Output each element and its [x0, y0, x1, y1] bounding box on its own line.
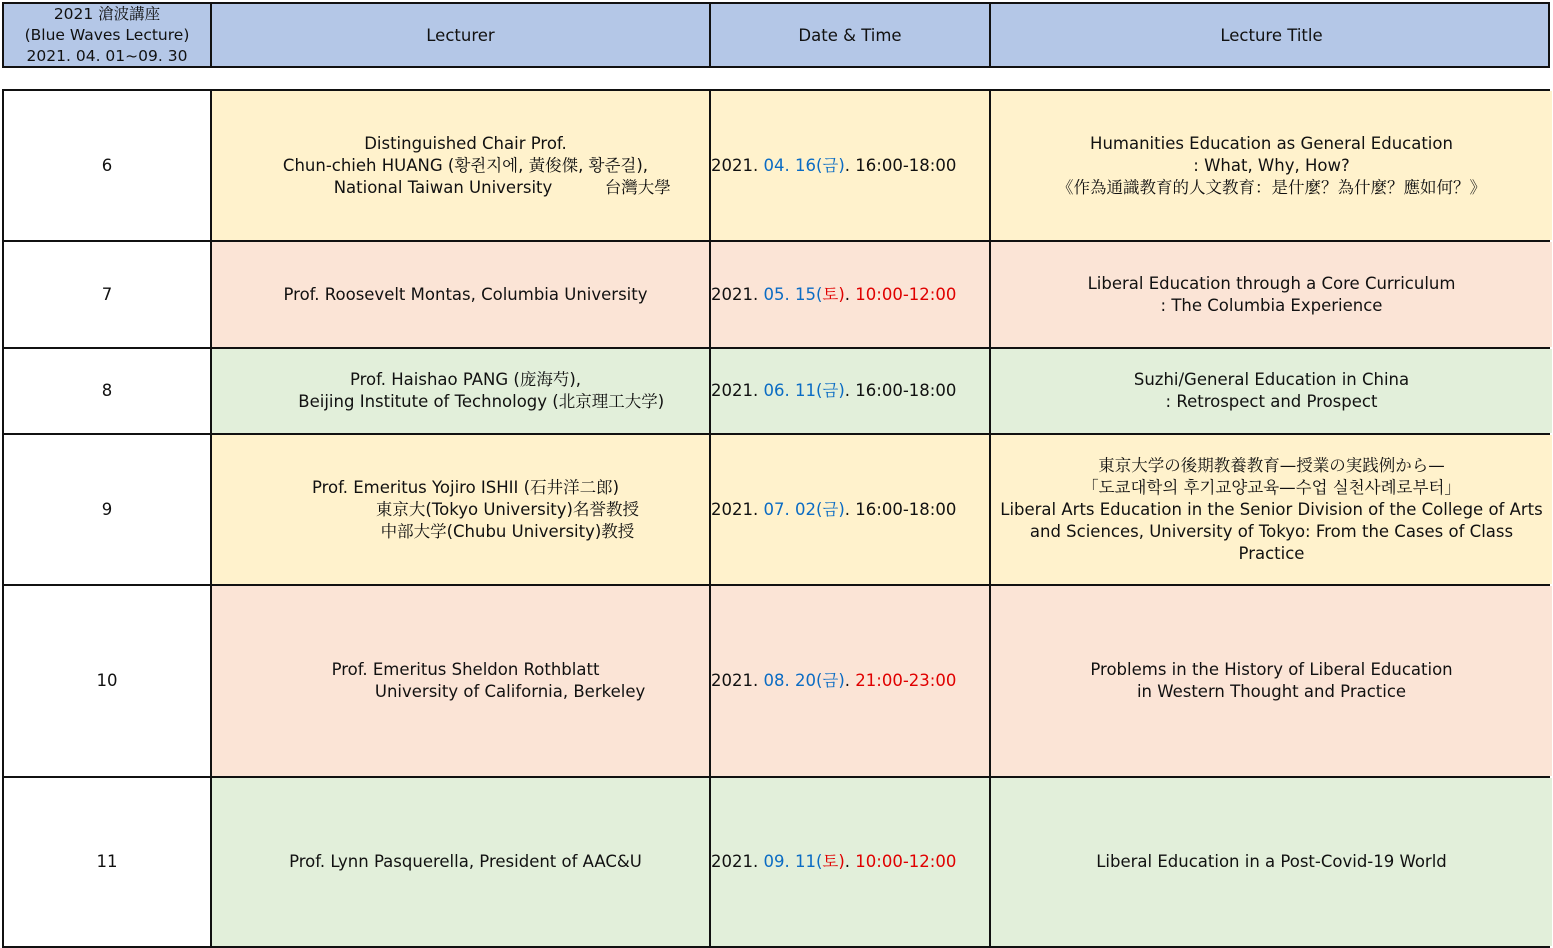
lecture-number: 10 — [4, 586, 212, 776]
datetime-cell — [711, 242, 991, 347]
date-year: 2021. — [711, 671, 764, 690]
lecturer-line: Prof. Lynn Pasquerella, President of AAC&U — [289, 852, 642, 871]
lecturer-line: Chun-chieh HUANG (황쥔지에, 黃俊傑, 황준걸), — [282, 155, 649, 175]
date-time: 16:00-18:00 — [855, 381, 957, 400]
date-month: 09. 11( — [763, 852, 823, 871]
date-time: 21:00-23:00 — [855, 671, 957, 690]
lecture-table — [2, 89, 1550, 948]
lecturer-line: Prof. Roosevelt Montas, Columbia University — [283, 284, 648, 304]
title-cell — [991, 435, 1552, 584]
datetime-cell — [711, 91, 991, 240]
date-year: 2021. — [711, 155, 764, 175]
datetime-cell — [711, 349, 991, 433]
lecturer-cell — [212, 91, 711, 240]
title-cell — [991, 778, 1552, 946]
lecturer-cell — [212, 242, 711, 347]
title-line: 「도쿄대학의 후기교양교육—수업 실천사례로부터」 — [1082, 477, 1461, 497]
date-year: 2021. — [711, 852, 764, 871]
lecture-number: 7 — [4, 242, 212, 347]
date-month-day: 06. 11(금) — [763, 381, 845, 400]
date-separator: . — [844, 499, 856, 519]
date-time: 10:00-12:00 — [855, 852, 957, 871]
date-day: 토) — [822, 284, 845, 304]
series-header-cell — [4, 4, 212, 67]
date-month-day: 07. 02(금) — [763, 499, 845, 519]
title-line: : Retrospect and Prospect — [1165, 392, 1378, 411]
table-row — [4, 586, 1548, 778]
title-line: Suzhi/General Education in China — [1133, 370, 1410, 389]
date-separator: . — [844, 284, 856, 304]
date-year: 2021. — [711, 284, 764, 304]
lecturer-line: Prof. Haishao PANG (庞海芍), — [349, 370, 582, 389]
lecture-number: 8 — [4, 349, 212, 433]
table-row — [4, 349, 1548, 435]
table-header — [2, 2, 1550, 68]
date-time: 16:00-18:00 — [855, 155, 957, 175]
date-year: 2021. — [711, 381, 764, 400]
table-row — [4, 778, 1548, 948]
lecturer-line: 東京大(Tokyo University)名誉教授 — [292, 499, 639, 519]
title-cell — [991, 242, 1552, 347]
lecture-number: 11 — [4, 778, 212, 946]
lecturer-line: Prof. Emeritus Yojiro ISHII (石井洋二郎) — [311, 477, 620, 497]
series-name: 2021 滄波講座 — [53, 5, 161, 23]
title-line: : The Columbia Experience — [1160, 295, 1383, 315]
table-row — [4, 91, 1548, 242]
date-year: 2021. — [711, 499, 764, 519]
date-separator: . — [844, 852, 856, 871]
lecturer-column-header: Lecturer — [212, 4, 711, 67]
date-separator: . — [844, 155, 856, 175]
title-line: Liberal Arts Education in the Senior Division of the College of Arts and Sciences, University of Tokyo: From the Cases of Class Practice — [1000, 499, 1543, 563]
date-month: 05. 15( — [763, 284, 823, 304]
lecturer-cell — [212, 778, 711, 946]
title-cell — [991, 91, 1552, 240]
title-line: 《作為通識教育的人文教育：是什麼？為什麼？應如何？》 — [1057, 177, 1486, 197]
lecturer-line: Distinguished Chair Prof. — [364, 133, 567, 153]
datetime-cell — [711, 586, 991, 776]
lecturer-cell — [212, 586, 711, 776]
lecturer-line: University of California, Berkeley — [285, 682, 646, 701]
lecture-number: 9 — [4, 435, 212, 584]
datetime-column-header: Date & Time — [711, 4, 991, 67]
lecturer-line: Prof. Emeritus Sheldon Rothblatt — [331, 660, 600, 679]
title-line: Problems in the History of Liberal Education — [1090, 660, 1453, 679]
lecturer-cell — [212, 349, 711, 433]
title-line: Humanities Education as General Education — [1090, 133, 1453, 153]
lecturer-cell — [212, 435, 711, 584]
date-month-day: 04. 16(금) — [763, 155, 845, 175]
title-line: 東京大学の後期教養教育—授業の実践例から— — [1098, 455, 1445, 475]
title-line: in Western Thought and Practice — [1136, 682, 1407, 701]
lecturer-line: National Taiwan University 台灣大學 — [260, 177, 671, 197]
title-line: Liberal Education in a Post-Covid-19 World — [1096, 852, 1447, 871]
date-separator: . — [844, 381, 856, 400]
date-separator: . — [844, 671, 856, 690]
title-column-header: Lecture Title — [1220, 26, 1323, 45]
date-month-day: 08. 20(금) — [763, 671, 845, 690]
lecturer-line: 中部大学(Chubu University)教授 — [296, 521, 635, 541]
datetime-cell — [711, 778, 991, 946]
series-english-name: (Blue Waves Lecture) — [24, 26, 190, 44]
table-row — [4, 435, 1548, 586]
title-cell — [991, 349, 1552, 433]
date-time: 16:00-18:00 — [855, 499, 957, 519]
date-day: 토) — [822, 852, 845, 871]
datetime-cell — [711, 435, 991, 584]
title-line: : What, Why, How? — [1193, 155, 1350, 175]
lecture-number: 6 — [4, 91, 212, 240]
date-time: 10:00-12:00 — [855, 284, 957, 304]
title-line: Liberal Education through a Core Curriculum — [1087, 273, 1456, 293]
series-period: 2021. 04. 01~09. 30 — [26, 47, 188, 65]
title-cell — [991, 586, 1552, 776]
table-row — [4, 242, 1548, 349]
lecturer-line: Beijing Institute of Technology (北京理工大学) — [266, 392, 665, 411]
